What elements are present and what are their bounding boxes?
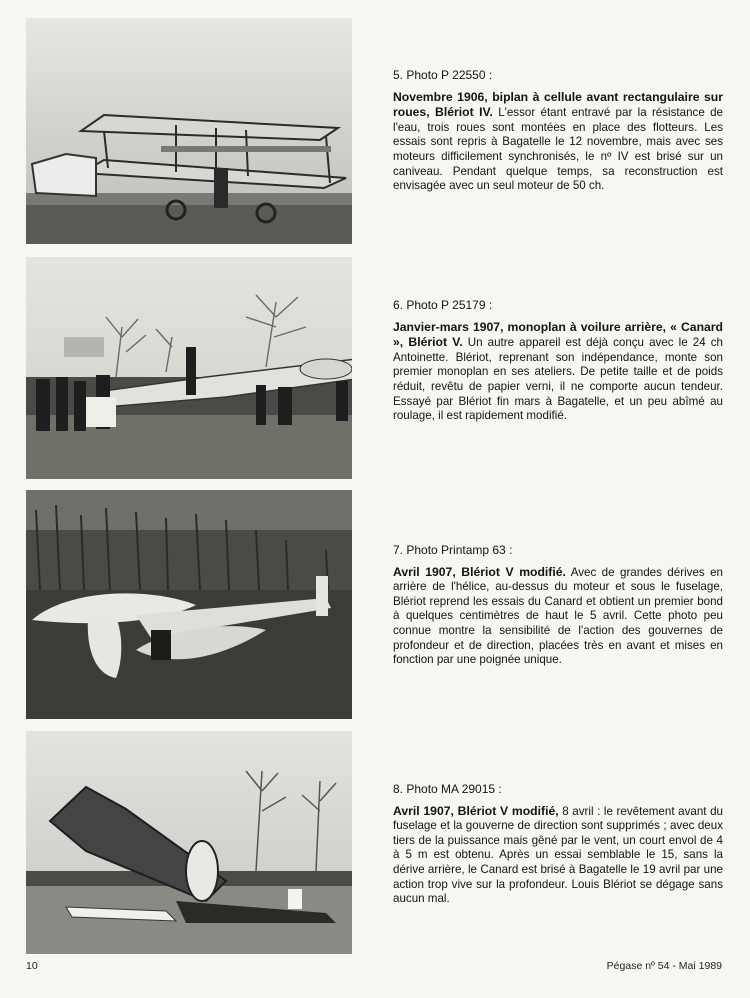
caption-body xyxy=(393,90,723,194)
caption-body xyxy=(393,804,723,907)
photo-bleriot-v-modifie-8-avril xyxy=(26,731,352,954)
caption-text: L'essor étant entravé par la résistance de l'eau, trois roues sont montées en place des flotteurs. Les essais sont repris à Bagatelle le 12 novembre, mais avec ses moteurs difficilement synchronisés, le nº IV est brisé sur un caniveau. Pendant quelque temps, sa reconstruction est envisagée avec un seul moteur de 50 ch. xyxy=(393,106,723,193)
caption-body xyxy=(393,565,723,668)
caption-photo-7 xyxy=(393,543,723,668)
photo-reference: 7. Photo Printamp 63 : xyxy=(393,543,513,557)
page-number: 10 xyxy=(26,960,38,972)
caption-title: Janvier-mars 1907, monoplan à voilure arrière, « Canard », Blériot V. xyxy=(393,319,723,350)
photo-bleriot-v-canard xyxy=(26,257,352,479)
caption-text: Un autre appareil est déjà conçu avec le 24 ch Antoinette. Blériot, reprenant son indépendance, monte son premier monoplan en ses ateliers. De petite taille et de poids réduit, revêtu de papier verni, il ne comporte aucun tendeur. Essayé par Blériot fin mars à Bagatelle, et un peu abîmé au roulage, il est rapidement modifié. xyxy=(393,336,724,423)
photo-reference: 5. Photo P 22550 : xyxy=(393,68,493,82)
caption-title: Avril 1907, Blériot V modifié. xyxy=(393,564,566,579)
caption-title: Novembre 1906, biplan à cellule avant rectangulaire sur roues, Blériot IV. xyxy=(393,89,723,120)
publication-footer: Pégase nº 54 - Mai 1989 xyxy=(606,960,722,972)
photo-modifie-8-avril-image xyxy=(26,731,352,954)
photo-biplane-image xyxy=(26,18,352,244)
photo-bleriot-iv-biplane xyxy=(26,18,352,244)
photo-modifie-ground-image xyxy=(26,490,352,719)
caption-photo-8 xyxy=(393,782,723,907)
photo-reference: 8. Photo MA 29015 : xyxy=(393,782,502,796)
caption-body xyxy=(393,320,723,424)
photo-bleriot-v-modifie-ground xyxy=(26,490,352,719)
caption-text: 8 avril : le revêtement avant du fuselage et la gouverne de direction sont supprimés ; avec deux tiers de la puissance mais gêné par le vent, un court envol de 4 à 5 m est obtenu. Après un essai semblable le 15, sans la dérive arrière, le Canard est brisé à Bagatelle le 19 avril par une action trop vive sur la profondeur. Louis Blériot se dégage sans aucun mal. xyxy=(393,804,723,906)
caption-text: Avec de grandes dérives en arrière de l'hélice, au-dessus du moteur et sous le fuselage, Blériot reprend les essais du Canard et obtient un premier bond à quelques centimètres de haut le 5 avril. Cette photo peu connue montre la sensibilité de l'action des gouvernes de profondeur et de direction, placées très en avant et mises en fonction par une poignée unique. xyxy=(393,565,723,667)
photo-reference: 6. Photo P 25179 : xyxy=(393,298,493,312)
caption-title: Avril 1907, Blériot V modifié, xyxy=(393,803,559,818)
photo-canard-image xyxy=(26,257,352,479)
caption-photo-5 xyxy=(393,68,723,194)
caption-photo-6 xyxy=(393,298,723,424)
